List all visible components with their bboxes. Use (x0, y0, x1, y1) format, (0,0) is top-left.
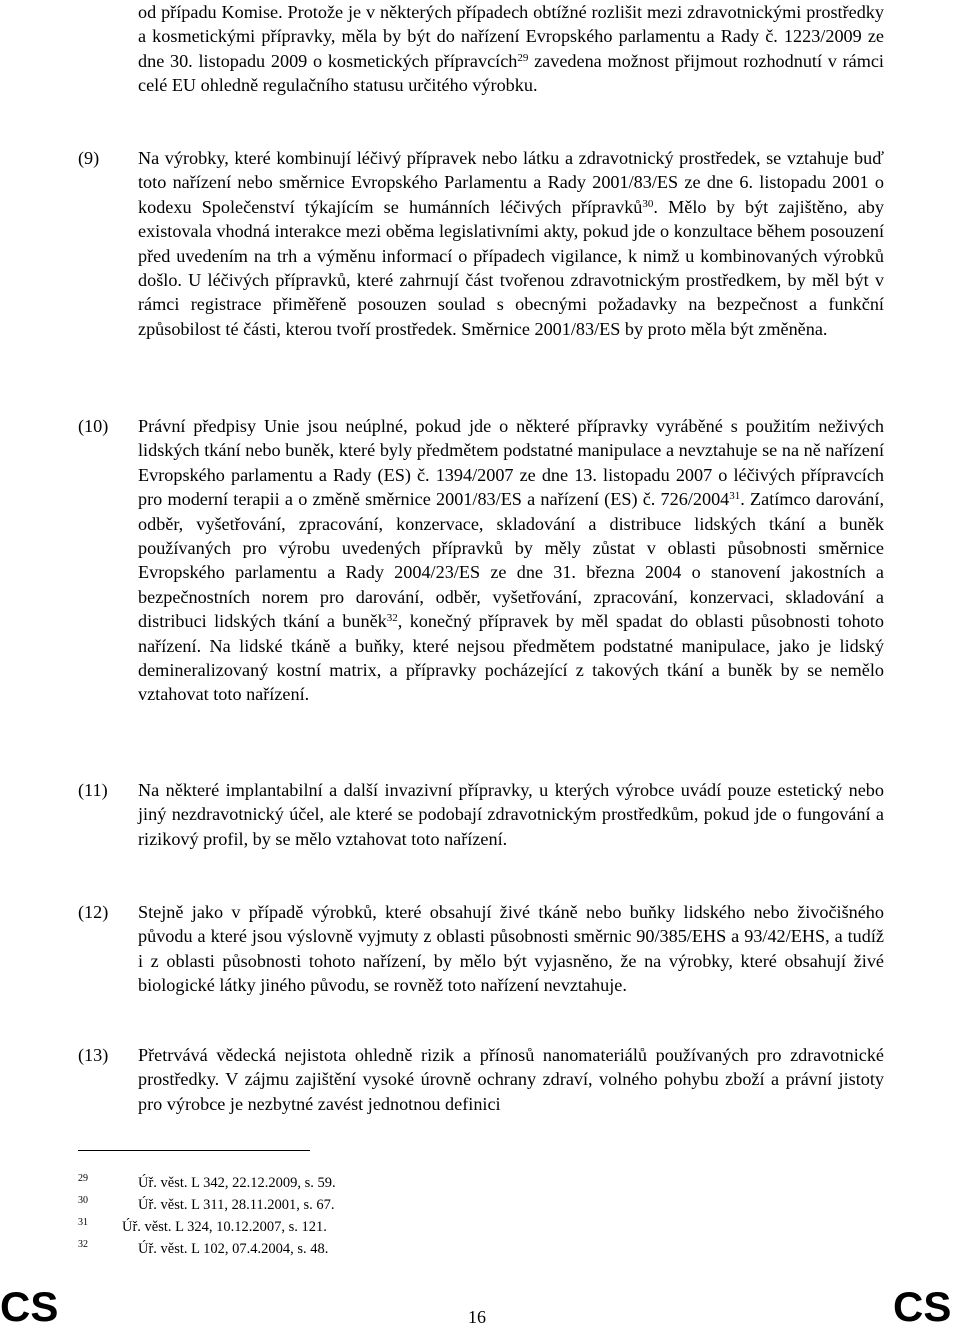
recital-13 (78, 1043, 884, 1116)
footnote-ref-31[interactable]: 31 (729, 490, 741, 503)
footnote-text: Úř. věst. L 102, 07.4.2004, s. 48. (138, 1241, 329, 1257)
recital-text: . Mělo by být zajištěno, aby existovala vhodná interakce mezi oběma legislativními akty, pokud jde o konzultace během posouzení před uvedením na trh a výměnu informací o případech vigilance, k nimž u kombinovaných výrobků došlo. U léčivých přípravků, které zahrnují část tvořenou zdravotnickým prostředkem, by měl být v rámci registrace přiměřeně posouzen soulad s obecnými požadavky na bezpečnost a funkční způsobilost té části, kterou tvoří prostředek. Směrnice 2001/83/ES by proto měla být změněna. (138, 196, 884, 339)
recital-number: (9) (78, 148, 100, 168)
footnote-text: Úř. věst. L 324, 10.12.2007, s. 121. (122, 1219, 327, 1235)
footnote-number: 32 (78, 1239, 88, 1250)
recital-body (138, 414, 884, 707)
footnote-number: 31 (78, 1217, 88, 1228)
footnote-ref-32[interactable]: 32 (386, 612, 398, 625)
footnote-text: Úř. věst. L 342, 22.12.2009, s. 59. (138, 1175, 336, 1191)
recital-body: Přetrvává vědecká nejistota ohledně rizik a přínosů nanomateriálů používaných pro zdravotnické prostředky. V zájmu zajištění vysoké úrovně ochrany zdraví, volného pohybu zboží a právní jistoty pro výrobce je nezbytné zavést jednotnou definici (138, 1045, 884, 1114)
recital-body: Na některé implantabilní a další invazivní přípravky, u kterých výrobce uvádí pouze estetický nebo jiný nezdravotnický účel, ale které se podobají zdravotnickým prostředkům, pokud jde o fungování a rizikový profil, by se mělo vztahovat toto nařízení. (138, 780, 884, 849)
recital-10 (78, 414, 884, 707)
recital-9 (78, 146, 884, 341)
intro-text: od případu Komise. Protože je v některých případech obtížné rozlišit mezi zdravotnickými prostředky a kosmetickými přípravky, měla by být do nařízení Evropského parlamentu a Rady č. 1223/2009 ze dne 30. listopadu 2009 o kosmetických přípravcích (138, 2, 884, 71)
footnote-number: 29 (78, 1173, 88, 1184)
intro-paragraph (138, 0, 884, 98)
footer-language-left: CS (0, 1283, 59, 1330)
recital-text: Na výrobky, které kombinují léčivý přípravek nebo látku a zdravotnický prostředek, se vztahuje buď toto nařízení nebo směrnice Evropského Parlamentu a Rady 2001/83/ES ze dne 6. listopadu 2001 o kodexu Společenství týkajícím se humánních léčivých přípravků (138, 148, 884, 217)
recital-number: (11) (78, 780, 108, 800)
recital-text: . Zatímco darování, odběr, vyšetřování, zpracování, konzervace, skladování a distribuce lidských tkání a buněk používaných pro výrobu uvedených přípravků by měly zůstat v oblasti působnosti směrnice Evropského parlamentu a Rady 2004/23/ES ze dne 31. března 2004 o stanovení jakostních a bezpečnostních norem pro darování, odběr, vyšetřování, zpracování, konzervaci, skladování a distribuci lidských tkání a buněk (138, 489, 885, 632)
recital-number: (13) (78, 1045, 109, 1065)
footnote-divider (78, 1150, 310, 1151)
intro-text-2: zavedena možnost přijmout rozhodnutí v rámci celé EU ohledně regulačního statusu určitého výrobku. (138, 50, 884, 96)
recital-body: Stejně jako v případě výrobků, které obsahují živé tkáně nebo buňky lidského nebo živočišného původu a které jsou výslovně vyjmuty z oblasti působnosti směrnic 90/385/EHS a 93/42/EHS, a tudíž i z oblasti působnosti tohoto nařízení, by mělo být vyjasněno, že na výrobky, které obsahují živé biologické látky jiného původu, se rovněž toto nařízení nevztahuje. (138, 902, 884, 996)
recital-text: Právní předpisy Unie jsou neúplné, pokud jde o některé přípravky vyráběné s použitím neživých lidských tkání nebo buněk, které byly předmětem podstatné manipulace a nevztahuje se na ně nařízení Evropského parlamentu a Rady (ES) č. 1394/2007 ze dne 13. listopadu 2007 o léčivých přípravcích pro moderní terapii a o změně směrnice 2001/83/ES a nařízení (ES) č. 726/2004 (138, 416, 884, 510)
footnote-ref-29[interactable]: 29 (517, 51, 529, 64)
recital-text: , konečný přípravek by měl spadat do oblasti působnosti tohoto nařízení. Na lidské tkáně a buňky, které nejsou předmětem podstatné manipulace, jako je lidský demineralizovaný kostní matrix, a přípravky pocházející z takových tkání a buněk by se nemělo vztahovat toto nařízení. (138, 611, 884, 705)
recital-body (138, 146, 884, 341)
footnote-number: 30 (78, 1195, 88, 1206)
footer-language-right: CS (893, 1283, 952, 1330)
recital-number: (10) (78, 416, 109, 436)
footnote-text: Úř. věst. L 311, 28.11.2001, s. 67. (138, 1197, 335, 1213)
footnote-ref-30[interactable]: 30 (642, 197, 654, 210)
recital-number: (12) (78, 902, 109, 922)
recital-11 (78, 778, 884, 851)
page-number: 16 (468, 1307, 486, 1327)
recital-12 (78, 900, 884, 998)
